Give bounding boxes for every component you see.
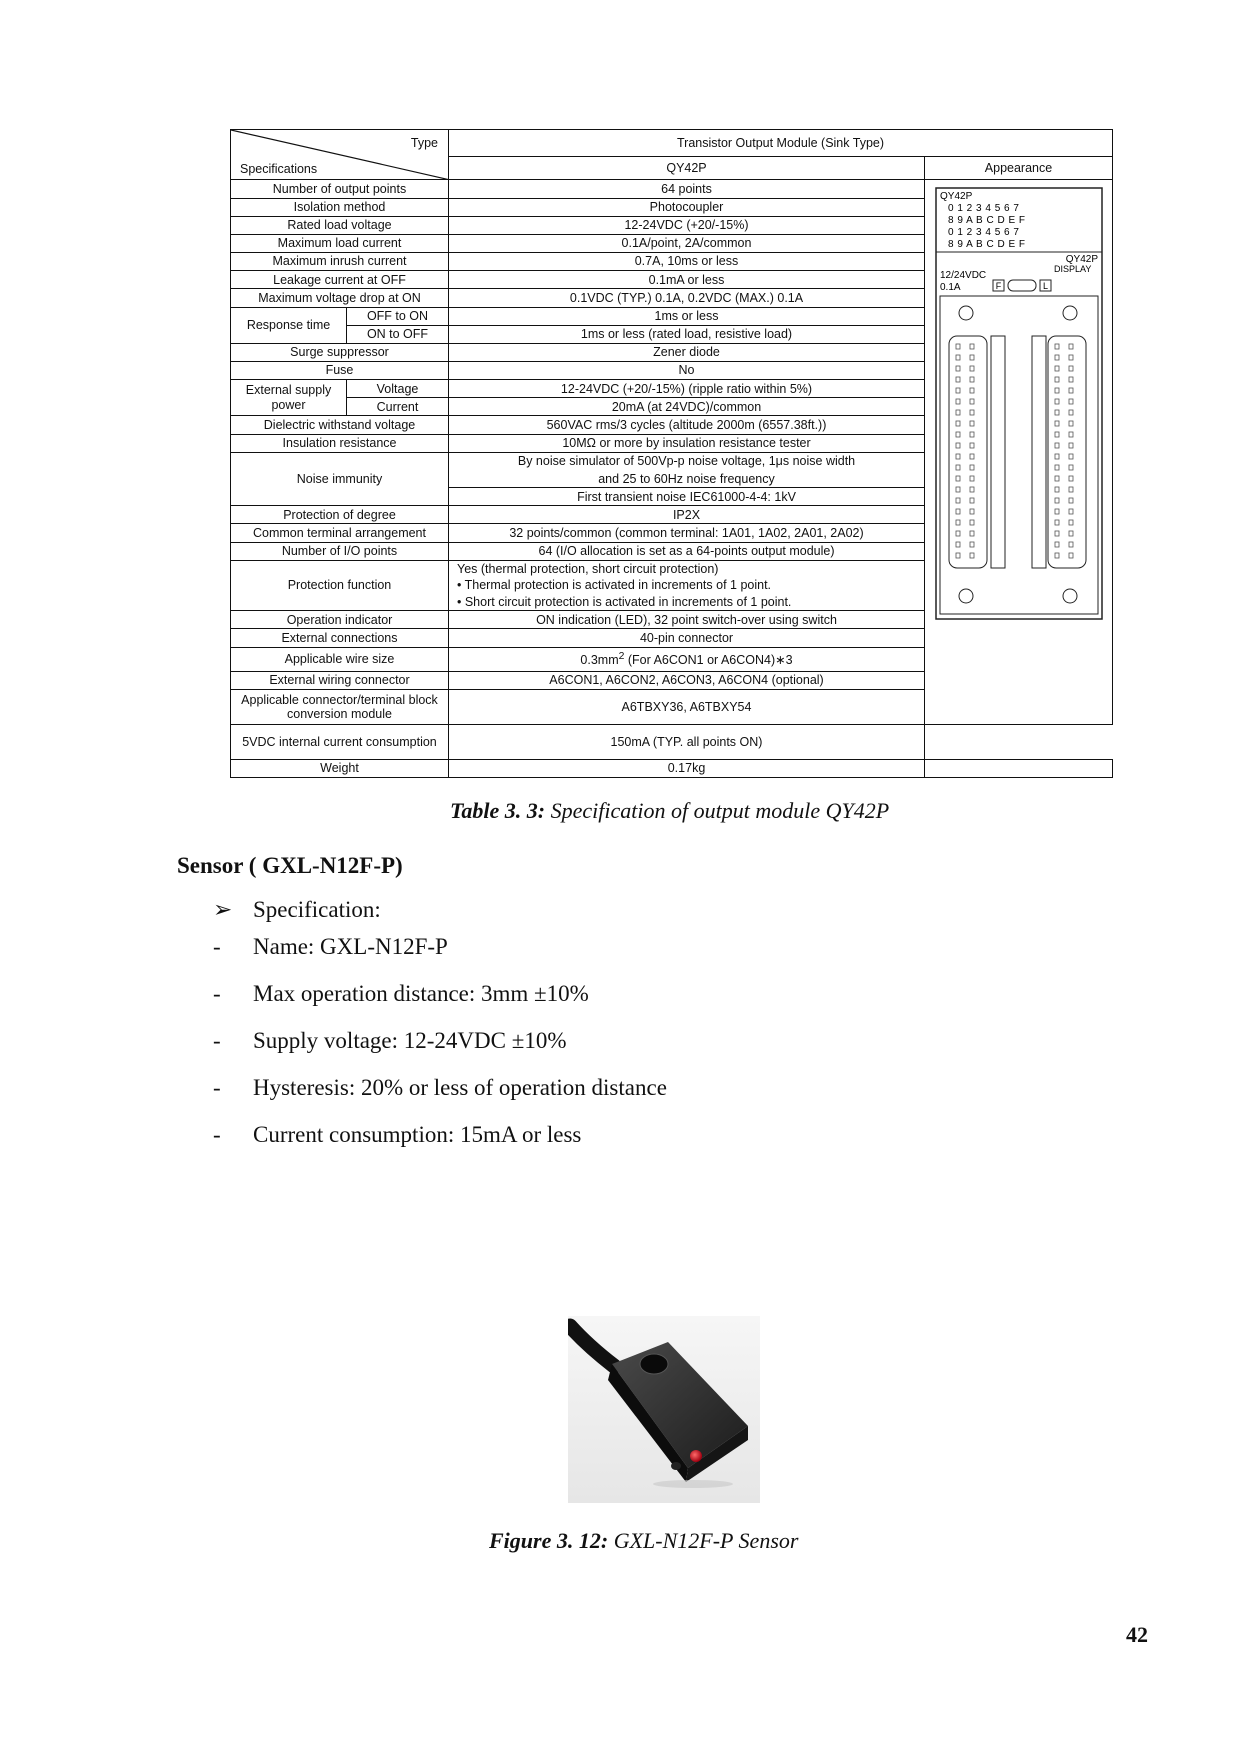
row-value: 150mA (TYP. all points ON) — [449, 725, 925, 759]
row-value: 0.1mA or less — [449, 271, 925, 289]
row-value: 1ms or less (rated load, resistive load) — [449, 325, 925, 343]
row-value: ON indication (LED), 32 point switch-over using switch — [449, 611, 925, 629]
row-value: 12-24VDC (+20/-15%) (ripple ratio within 5%) — [449, 380, 925, 398]
row-sublabel: Voltage — [347, 380, 449, 398]
wire-size-exponent: 2 — [618, 650, 625, 662]
row-label: External wiring connector — [231, 671, 449, 689]
row-label: Operation indicator — [231, 611, 449, 629]
panel-led-row: 0 1 2 3 4 5 6 7 — [947, 227, 1019, 239]
appearance-cell — [925, 180, 1113, 725]
row-label: Protection function — [231, 560, 449, 610]
module-front-panel-illustration — [934, 186, 1104, 621]
table-caption — [450, 798, 889, 824]
row-value: By noise simulator of 500Vp-p noise voltage, 1μs noise width — [449, 452, 925, 470]
section-heading: Sensor ( GXL-N12F-P) — [177, 853, 403, 878]
row-label: Insulation resistance — [231, 434, 449, 452]
row-label: Fuse — [231, 362, 449, 380]
row-label: Maximum inrush current — [231, 253, 449, 271]
row-value: 10MΩ or more by insulation resistance tester — [449, 434, 925, 452]
row-label: Surge suppressor — [231, 343, 449, 361]
figure-caption-label: Figure 3. 12: — [489, 1528, 609, 1553]
row-label: External connections — [231, 629, 449, 647]
row-sublabel: ON to OFF — [347, 325, 449, 343]
empty-cell — [925, 759, 1113, 778]
figure-caption-text: GXL-N12F-P Sensor — [608, 1528, 799, 1553]
row-value: Yes (thermal protection, short circuit protection) — [449, 560, 925, 577]
list-item — [213, 1075, 667, 1101]
row-value: Zener diode — [449, 343, 925, 361]
dash-bullet: - — [213, 1122, 221, 1147]
row-label: Number of I/O points — [231, 542, 449, 560]
page-number: 42 — [1126, 1622, 1148, 1647]
wire-size-note: (For A6CON1 or A6CON4)∗3 — [624, 653, 793, 667]
table-caption-label: Table 3. 3: — [450, 798, 546, 823]
row-sublabel: Current — [347, 398, 449, 416]
row-value: • Short circuit protection is activated in increments of 1 point. — [449, 594, 925, 611]
panel-voltage: 12/24VDC — [939, 270, 986, 282]
row-value: First transient noise IEC61000-4-4: 1kV — [449, 488, 925, 506]
panel-led-row: 8 9 A B C D E F — [947, 239, 1026, 251]
row-label: Number of output points — [231, 180, 449, 198]
spec-label: Specifications — [240, 162, 318, 177]
panel-display-label: DISPLAY — [1053, 264, 1091, 275]
row-value: 0.7A, 10ms or less — [449, 253, 925, 271]
row-value: 64 (I/O allocation is set as a 64-points output module) — [449, 542, 925, 560]
row-label: 5VDC internal current consumption — [231, 725, 449, 759]
wire-size-value: 0.3mm — [580, 653, 619, 667]
panel-switch-f: F — [995, 281, 1001, 292]
row-value: No — [449, 362, 925, 380]
row-label: Noise immunity — [231, 452, 449, 505]
row-label: Maximum load current — [231, 234, 449, 252]
row-value: 12-24VDC (+20/-15%) — [449, 216, 925, 234]
appearance-header: Appearance — [925, 157, 1113, 180]
module-title: Transistor Output Module (Sink Type) — [449, 130, 1113, 157]
row-value: 1ms or less — [449, 307, 925, 325]
row-label: Dielectric withstand voltage — [231, 416, 449, 434]
row-label: Common terminal arrangement — [231, 524, 449, 542]
list-item-text: Supply voltage: 12-24VDC ±10% — [253, 1028, 567, 1053]
list-item-text: Current consumption: 15mA or less — [253, 1122, 582, 1147]
table-corner-header — [231, 130, 449, 180]
panel-current: 0.1A — [939, 282, 961, 294]
list-item — [213, 1028, 567, 1054]
table-caption-text: Specification of output module QY42P — [545, 798, 890, 823]
panel-led-row: 0 1 2 3 4 5 6 7 — [947, 203, 1019, 215]
row-value: 0.1VDC (TYP.) 0.1A, 0.2VDC (MAX.) 0.1A — [449, 289, 925, 307]
row-value: IP2X — [449, 506, 925, 524]
dash-bullet: - — [213, 1075, 221, 1100]
row-sublabel: OFF to ON — [347, 307, 449, 325]
spec-title-text: Specification: — [253, 897, 381, 922]
row-value: 64 points — [449, 180, 925, 198]
row-label: External supply power — [231, 380, 347, 416]
arrow-bullet-icon: ➢ — [213, 897, 233, 922]
row-value: and 25 to 60Hz noise frequency — [449, 470, 925, 487]
row-value: 20mA (at 24VDC)/common — [449, 398, 925, 416]
dash-bullet: - — [213, 981, 221, 1006]
row-label: Applicable wire size — [231, 647, 449, 671]
row-value: 40-pin connector — [449, 629, 925, 647]
list-item — [213, 934, 448, 960]
row-value: 0.1A/point, 2A/common — [449, 234, 925, 252]
spec-table — [230, 129, 1113, 778]
row-value — [449, 647, 925, 671]
panel-model-right: QY42P — [1065, 254, 1098, 266]
row-label: Weight — [231, 759, 449, 778]
row-label: Response time — [231, 307, 347, 343]
row-value: 560VAC rms/3 cycles (altitude 2000m (6557.38ft.)) — [449, 416, 925, 434]
list-item-text: Hysteresis: 20% or less of operation distance — [253, 1075, 667, 1100]
list-item-text: Name: GXL-N12F-P — [253, 934, 448, 959]
list-item-text: Max operation distance: 3mm ±10% — [253, 981, 589, 1006]
row-value: 0.17kg — [449, 759, 925, 778]
row-label: Maximum voltage drop at ON — [231, 289, 449, 307]
figure-caption — [489, 1528, 798, 1554]
list-item — [213, 1122, 581, 1148]
dash-bullet: - — [213, 934, 221, 959]
list-item — [213, 981, 589, 1007]
sensor-photo — [568, 1316, 760, 1503]
panel-model: QY42P — [939, 191, 972, 203]
spec-title — [213, 897, 381, 923]
dash-bullet: - — [213, 1028, 221, 1053]
row-value: A6TBXY36, A6TBXY54 — [449, 689, 925, 724]
model-name: QY42P — [449, 157, 925, 180]
row-label: Applicable connector/terminal block conversion module — [231, 689, 449, 724]
row-label: Rated load voltage — [231, 216, 449, 234]
row-label: Leakage current at OFF — [231, 271, 449, 289]
panel-led-row: 8 9 A B C D E F — [947, 215, 1026, 227]
row-label: Isolation method — [231, 198, 449, 216]
row-value: A6CON1, A6CON2, A6CON3, A6CON4 (optional) — [449, 671, 925, 689]
row-value: • Thermal protection is activated in increments of 1 point. — [449, 577, 925, 593]
panel-switch-l: L — [1042, 281, 1048, 292]
row-label: Protection of degree — [231, 506, 449, 524]
type-label: Type — [410, 136, 438, 150]
row-value: Photocoupler — [449, 198, 925, 216]
row-value: 32 points/common (common terminal: 1A01, 1A02, 2A01, 2A02) — [449, 524, 925, 542]
